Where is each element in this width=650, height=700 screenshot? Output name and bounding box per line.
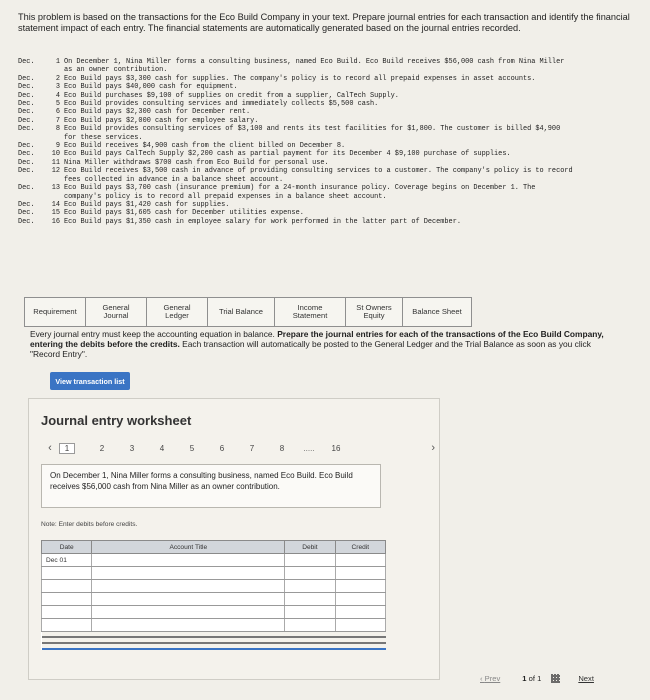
next-button[interactable]: Next	[578, 673, 594, 683]
debit-input[interactable]	[285, 554, 335, 567]
date-cell[interactable]	[42, 580, 92, 593]
transaction-row: Dec. 2 Eco Build pays $3,300 cash for supplies. The company's policy is to record all prepaid expenses in asset accounts.	[18, 74, 536, 83]
date-cell[interactable]: Dec 01	[42, 554, 92, 567]
col-date: Date	[42, 541, 92, 554]
table-row	[42, 619, 386, 632]
transaction-row: Dec. 11 Nina Miller withdraws $700 cash from Eco Build for personal use.	[18, 158, 329, 167]
transaction-row: Dec. 14 Eco Build pays $1,420 cash for supplies.	[18, 200, 230, 209]
table-row	[42, 567, 386, 580]
transaction-row: company's policy is to record all prepaid expenses in a balance sheet account.	[64, 192, 387, 201]
col-credit: Credit	[335, 541, 385, 554]
tab-general-journal[interactable]: General Journal	[86, 298, 147, 326]
transaction-row: Dec. 4 Eco Build purchases $9,100 of supplies on credit from a supplier, CalTech Supply.	[18, 91, 399, 100]
tab-owners-equity[interactable]: St Owners Equity	[346, 298, 403, 326]
tab-income-statement[interactable]: Income Statement	[275, 298, 346, 326]
entry-pager	[41, 440, 441, 456]
transaction-row: Dec. 16 Eco Build pays $1,350 cash in employee salary for work performed in the latter part of December.	[18, 217, 461, 226]
transaction-row: Dec. 12 Eco Build receives $3,500 cash in advance of providing consulting services to a customer. The company's policy is to record	[18, 167, 573, 176]
table-row	[42, 554, 386, 567]
transaction-row: Dec. 15 Eco Build pays $1,605 cash for December utilities expense.	[18, 209, 304, 218]
page-ellipsis: .....	[303, 443, 315, 453]
transaction-row: as an owner contribution.	[64, 66, 168, 75]
transaction-row: Dec. 9 Eco Build receives $4,900 cash from the client billed on December 8.	[18, 142, 346, 151]
debit-input[interactable]	[285, 580, 335, 593]
journal-entry-worksheet	[28, 398, 440, 680]
credit-input[interactable]	[335, 554, 385, 567]
prev-button[interactable]: ‹ Prev	[480, 673, 501, 683]
account-select[interactable]	[92, 567, 285, 580]
tab-bar	[24, 297, 472, 327]
page-16[interactable]: 16	[331, 443, 341, 453]
page-8[interactable]: 8	[279, 443, 285, 453]
page-4[interactable]: 4	[159, 443, 165, 453]
table-row	[42, 593, 386, 606]
view-transaction-list-button[interactable]: View transaction list	[50, 372, 130, 390]
debit-input[interactable]	[285, 593, 335, 606]
tab-balance-sheet[interactable]: Balance Sheet	[412, 306, 462, 316]
account-select[interactable]	[92, 580, 285, 593]
journal-table	[41, 540, 386, 650]
grid-icon[interactable]	[551, 674, 560, 683]
transaction-row: Dec. 5 Eco Build provides consulting services and immediately collects $5,500 cash.	[18, 100, 379, 109]
transaction-list	[18, 58, 630, 226]
table-divider	[42, 643, 386, 649]
account-select[interactable]	[92, 593, 285, 606]
col-account-title: Account Title	[92, 541, 285, 554]
date-cell[interactable]	[42, 606, 92, 619]
bottom-navigation	[480, 671, 640, 685]
transaction-row: Dec. 7 Eco Build pays $2,000 cash for employee salary.	[18, 116, 259, 125]
credit-input[interactable]	[335, 606, 385, 619]
problem-intro: This problem is based on the transactions for the Eco Build Company in your text. Prepare journal entries for each transaction and identify the financial statement impact of each entry. The financial statements are automatically generated based on the journal entries recorded.	[18, 12, 630, 33]
transaction-row: fees collected in advance in a balance sheet account.	[64, 175, 284, 184]
account-select[interactable]	[92, 554, 285, 567]
debit-input[interactable]	[285, 567, 335, 580]
chevron-right-icon[interactable]: ›	[431, 442, 435, 454]
debit-input[interactable]	[285, 606, 335, 619]
tab-trial-balance[interactable]: Trial Balance	[208, 298, 275, 326]
tab-general-ledger[interactable]: General Ledger	[147, 298, 208, 326]
table-row	[42, 580, 386, 593]
page-1[interactable]: 1	[59, 443, 75, 454]
date-cell[interactable]	[42, 593, 92, 606]
instructions: Every journal entry must keep the accounting equation in balance. Prepare the journal entries for each of the transactions of the Eco Build Company, entering the debits before the credits. Each transaction will automatically be posted to the General Ledger and the Trial Balance as soon as you click "Record Entry".	[30, 329, 604, 359]
page-indicator: 1 of 1	[522, 673, 542, 683]
entry-note: Note: Enter debits before credits.	[41, 521, 138, 528]
account-select[interactable]	[92, 606, 285, 619]
transaction-row: Dec. 3 Eco Build pays $40,000 cash for equipment.	[18, 83, 238, 92]
entry-description: On December 1, Nina Miller forms a consulting business, named Eco Build. Eco Build receives $56,000 cash from Nina Miller as an owner contribution.	[41, 464, 381, 508]
page-7[interactable]: 7	[249, 443, 255, 453]
page-2[interactable]: 2	[99, 443, 105, 453]
transaction-row: Dec. 8 Eco Build provides consulting services of $3,100 and rents its test facilities for $1,800. The customer is billed $4,900	[18, 125, 561, 134]
worksheet-title: Journal entry worksheet	[41, 413, 192, 428]
tab-requirement[interactable]: Requirement	[25, 298, 86, 326]
credit-input[interactable]	[335, 619, 385, 632]
date-cell[interactable]	[42, 619, 92, 632]
date-cell[interactable]	[42, 567, 92, 580]
page-3[interactable]: 3	[129, 443, 135, 453]
page-5[interactable]: 5	[189, 443, 195, 453]
transaction-row: Dec. 10 Eco Build pays CalTech Supply $2,200 cash as partial payment for its December 4 $9,100 purchase of supplies.	[18, 150, 511, 159]
transaction-row: Dec. 13 Eco Build pays $3,700 cash (insurance premium) for a 24-month insurance policy. Coverage begins on December 1. The	[18, 184, 536, 193]
credit-input[interactable]	[335, 593, 385, 606]
credit-input[interactable]	[335, 567, 385, 580]
credit-input[interactable]	[335, 580, 385, 593]
transaction-row: Dec. 1 On December 1, Nina Miller forms a consulting business, named Eco Build. Eco Build receives $56,000 cash from Nina Miller	[18, 58, 565, 66]
transaction-row: for these services.	[64, 133, 143, 142]
account-select[interactable]	[92, 619, 285, 632]
chevron-left-icon[interactable]: ‹	[48, 442, 52, 454]
debit-input[interactable]	[285, 619, 335, 632]
table-row	[42, 606, 386, 619]
page-6[interactable]: 6	[219, 443, 225, 453]
col-debit: Debit	[285, 541, 335, 554]
transaction-row: Dec. 6 Eco Build pays $2,300 cash for December rent.	[18, 108, 251, 117]
